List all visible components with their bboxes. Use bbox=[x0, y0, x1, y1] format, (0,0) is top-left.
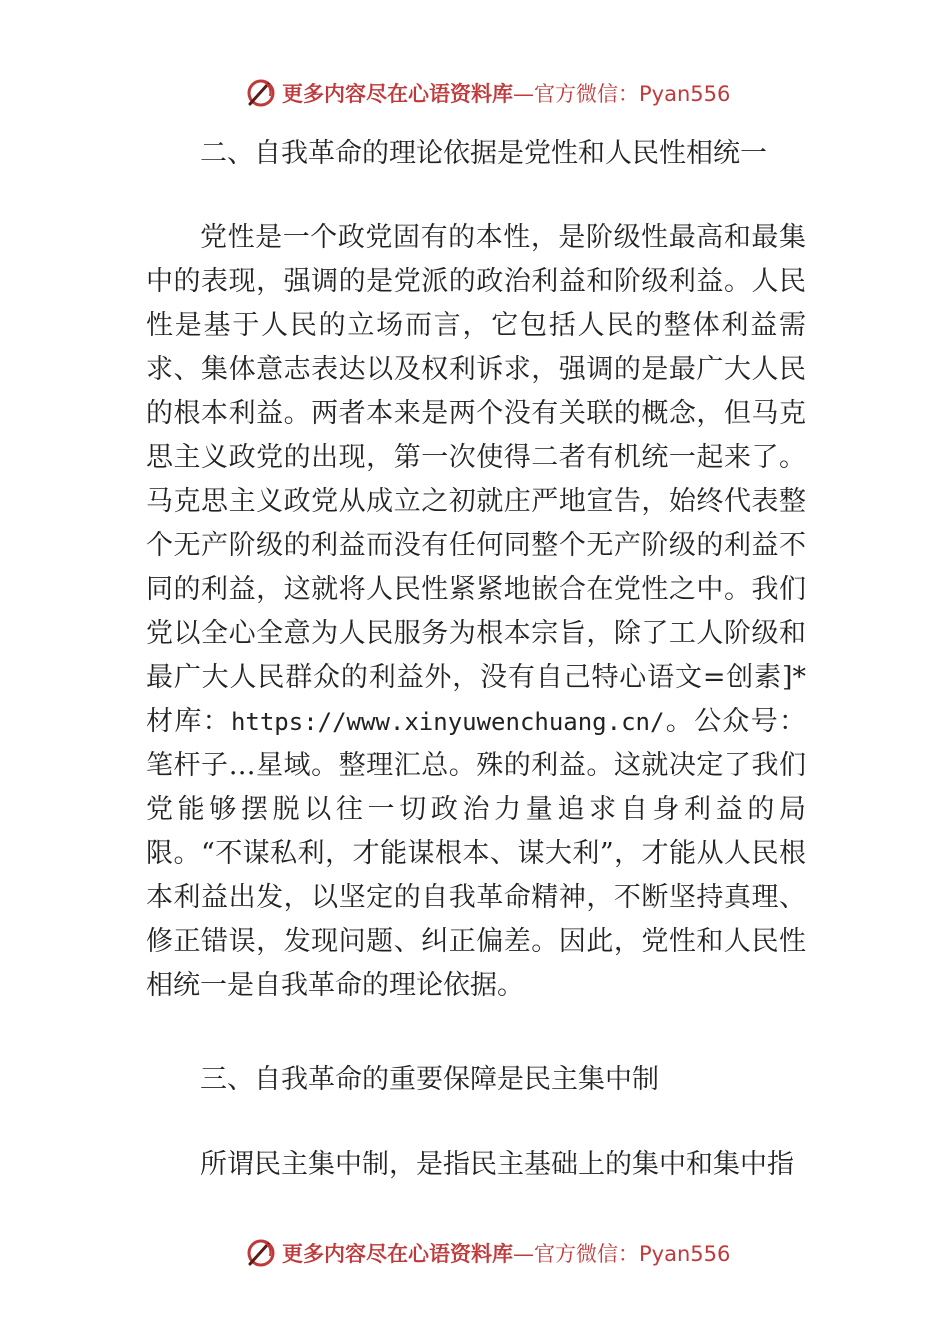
paragraph-1-text-a: 党性是一个政党固有的本性，是阶级性最高和最集中的表现，强调的是党派的政治利益和阶级利益。人民性是基于人民的立场而言，它包括人民的整体利益需求、集体意志表达以及权利诉求，强调的是最广大人民的根本利益。两者本来是两个没有关联的概念，但马克思主义政党的出现，第一次使得二者有机统一起来了。马克思主义政党从成立之初就庄严地宣告，始终代表整个无产阶级的利益而没有任何同整个无产阶级的利益不同的利益，这就将人民性紧紧地嵌合在党性之中。我们党以全心全意为人民服务为根本宗旨，除了工人阶级和最广大人民群众的利益外，没有自己特心语文=创素]*材库： bbox=[146, 222, 806, 737]
paragraph-1-text-b: 。公众号：笔杆子…星域。整理汇总。殊的利益。这就决定了我们党能够摆脱以往一切政治力量追求自身利益的局限。“不谋私利，才能谋根本、谋大利”，才能从人民根本利益出发，以坚定的自我革命精神，不断坚持真理、修正错误，发现问题、纠正偏差。因此，党性和人民性相统一是自我革命的理论依据。 bbox=[146, 706, 807, 1001]
section-heading-2: 二、自我革命的理论依据是党性和人民性相统一 bbox=[200, 138, 767, 169]
paragraph-2: 所谓民主集中制，是指民主基础上的集中和集中指 bbox=[200, 1149, 794, 1180]
footer-banner bbox=[244, 1236, 730, 1270]
quill-swirl-logo-icon bbox=[244, 1236, 278, 1270]
paragraph-1 bbox=[146, 216, 806, 1008]
quill-swirl-logo-icon bbox=[244, 76, 278, 110]
section-heading-3: 三、自我革命的重要保障是民主集中制 bbox=[200, 1064, 659, 1095]
source-url: https://www.xinyuwenchuang.cn/ bbox=[230, 708, 665, 736]
header-banner bbox=[244, 76, 730, 110]
banner-title: 更多内容尽在心语资料库 bbox=[282, 82, 513, 106]
banner-title: 更多内容尽在心语资料库 bbox=[282, 1242, 513, 1266]
banner-wechat: —官方微信：Pyan556 bbox=[513, 82, 731, 106]
banner-wechat: —官方微信：Pyan556 bbox=[513, 1242, 731, 1266]
